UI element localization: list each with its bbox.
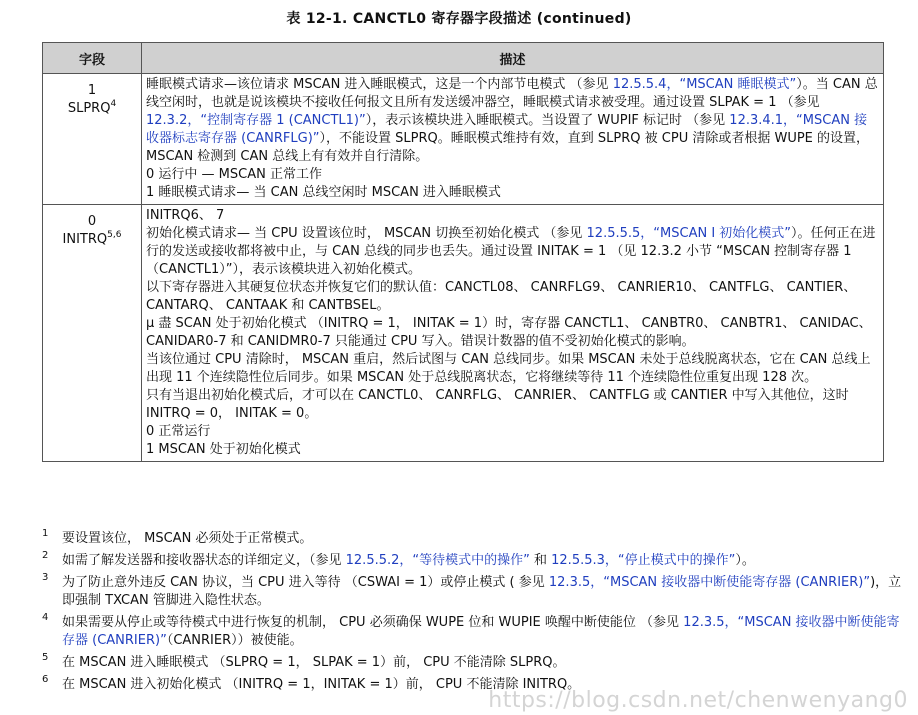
text-run: 初始化模式请求— 当 CPU 设置该位时， MSCAN 切换至初始化模式 （参见 bbox=[146, 226, 587, 241]
footnote-number: 6 bbox=[42, 674, 49, 685]
field-cell bbox=[43, 205, 142, 462]
text-run: （CANRIER））被使能。 bbox=[166, 633, 303, 648]
text-run: 如果需要从停止或等待模式中进行恢复的机制， CPU 必须确保 WUPE 位和 WUPIE 唤醒中断使能位 （参见 bbox=[62, 615, 684, 630]
field-name: INITRQ bbox=[62, 232, 108, 247]
description-paragraph bbox=[146, 207, 879, 225]
text-run: 只有当退出初始化模式后，才可以在 CANCTL0、 CANRFLG、 CANRIER、 CANTFLG 或 CANTIER 中写入其他位，这时 INITRQ = 0， INITAK = 0。 bbox=[146, 388, 849, 421]
footnote bbox=[42, 676, 902, 694]
description-paragraph bbox=[146, 166, 879, 184]
text-run: 在 MSCAN 进入初始化模式 （INITRQ = 1，INITAK = 1）前， CPU 不能清除 INITRQ。 bbox=[62, 677, 581, 692]
description-paragraph bbox=[146, 225, 879, 279]
text-run: INITRQ6、 7 bbox=[146, 208, 225, 223]
description-cell bbox=[142, 205, 884, 462]
description-paragraphs bbox=[146, 207, 879, 459]
text-run: ），表示该模块进入睡眠模式。当设置了 WUPIF 标记时 （参见 bbox=[365, 113, 730, 128]
description-paragraph bbox=[146, 279, 879, 315]
text-run: 要设置该位， MSCAN 必须处于正常模式。 bbox=[62, 531, 313, 546]
header-field: 字段 bbox=[43, 43, 142, 74]
footnote bbox=[42, 574, 902, 610]
footnote-number: 5 bbox=[42, 652, 49, 663]
cross-reference-link[interactable]: 12.5.5.2，“等待模式中的操作” bbox=[345, 553, 530, 568]
cross-reference-link[interactable]: 12.3.4.1，“MSCAN 接收器标志寄存器 (CANRFLG)” bbox=[146, 113, 868, 146]
text-run: 当该位通过 CPU 清除时， MSCAN 重启，然后试图与 CAN 总线同步。如果 MSCAN 未处于总线脱离状态，它在 CAN 总线上出现 11 个连续隐性位后同步。如果 MSCAN 处于总线脱离状态，它将继续等待 11 个连续隐性位重复出现 128 次。 bbox=[146, 352, 871, 385]
cross-reference-link[interactable]: 12.5.5.3，“停止模式中的操作” bbox=[551, 553, 736, 568]
description-paragraph bbox=[146, 423, 879, 441]
text-run: ）。 bbox=[735, 553, 755, 568]
table-row-initrq bbox=[43, 205, 884, 462]
field-footnote-ref: 4 bbox=[110, 98, 117, 109]
footnote-number: 2 bbox=[42, 550, 49, 561]
description-paragraph bbox=[146, 184, 879, 202]
register-field-table bbox=[42, 42, 884, 462]
table-header-row bbox=[43, 43, 884, 74]
text-run: 1 睡眠模式请求— 当 CAN 总线空闲时 MSCAN 进入睡眠模式 bbox=[146, 185, 501, 200]
header-description: 描述 bbox=[142, 43, 884, 74]
text-run: 1 MSCAN 处于初始化模式 bbox=[146, 442, 301, 457]
text-run: 和 bbox=[529, 553, 552, 568]
footnote bbox=[42, 552, 902, 570]
text-run: 为了防止意外违反 CAN 协议，当 CPU 进入等待 （CSWAI = 1）或停止模式 ( 参见 bbox=[62, 575, 549, 590]
cross-reference-link[interactable]: 12.5.5.5，“MSCAN I 初始化模式” bbox=[586, 226, 792, 241]
footnotes bbox=[42, 530, 902, 698]
description-paragraph bbox=[146, 387, 879, 423]
footnote bbox=[42, 530, 902, 548]
field-name: SLPRQ bbox=[67, 101, 111, 116]
watermark: https://blog.csdn.net/chenwenyang0 bbox=[488, 688, 908, 713]
footnote bbox=[42, 614, 902, 650]
cross-reference-link[interactable]: 12.3.2，“控制寄存器 1 (CANCTL1)” bbox=[146, 113, 366, 128]
footnote bbox=[42, 654, 902, 672]
description-paragraph bbox=[146, 76, 879, 166]
field-cell bbox=[43, 74, 142, 205]
text-run: )，立即强制 TXCAN 管脚进入隐性状态。 bbox=[62, 575, 902, 608]
description-paragraph bbox=[146, 441, 879, 459]
text-run: 以下寄存器进入其硬复位状态并恢复它们的默认值：CANCTL08、 CANRFLG9、 CANRIER10、 CANTFLG、 CANTIER、 CANTARQ、 CANTAAK 和 CANTBSEL。 bbox=[146, 280, 857, 313]
text-run: 睡眠模式请求—该位请求 MSCAN 进入睡眠模式，这是一个内部节电模式 （参见 bbox=[146, 77, 613, 92]
cross-reference-link[interactable]: 12.3.5，“MSCAN 接收器中断使能寄存器 (CANRIER)” bbox=[62, 615, 900, 648]
footnote-number: 1 bbox=[42, 528, 49, 539]
footnote-number: 4 bbox=[42, 612, 49, 623]
field-footnote-ref: 5,6 bbox=[107, 229, 122, 240]
text-run: ），不能设置 SLPRQ。睡眠模式维持有效，直到 SLPRQ 被 CPU 清除或者根据 WUPE 的设置， MSCAN 检测到 CAN 总线上有有效并自行清除。 bbox=[146, 131, 870, 164]
text-run: ）。任何正在进行的发送或接收都将被中止，与 CAN 总线的同步也丢失。通过设置 INITAK = 1 （见 12.3.2 小节 “MSCAN 控制寄存器 1 （CANCTL1）”），表示该模块进入初始化模式。 bbox=[146, 226, 876, 277]
description-cell bbox=[142, 74, 884, 205]
table-row-slprq bbox=[43, 74, 884, 205]
text-run: 在 MSCAN 进入睡眠模式 （SLPRQ = 1， SLPAK = 1）前， CPU 不能清除 SLPRQ。 bbox=[62, 655, 566, 670]
field-bit: 1 bbox=[87, 83, 97, 98]
description-paragraphs bbox=[146, 76, 879, 202]
text-run: 0 运行中 — MSCAN 正常工作 bbox=[146, 167, 322, 182]
table-title: 表 12-1. CANCTL0 寄存器字段描述 (continued) bbox=[286, 11, 632, 27]
cross-reference-link[interactable]: 12.5.5.4，“MSCAN 睡眠模式” bbox=[612, 77, 797, 92]
text-run: 如需了解发送器和接收器状态的详细定义，（参见 bbox=[62, 553, 346, 568]
text-run: ）。当 CAN 总线空闲时，也就是说该模块不接收任何报文且所有发送缓冲器空，睡眠模式请求被受理。通过设置 SLPAK = 1 （参见 bbox=[146, 77, 878, 110]
field-bit: 0 bbox=[87, 214, 97, 229]
text-run: 0 正常运行 bbox=[146, 424, 211, 439]
description-paragraph bbox=[146, 351, 879, 387]
description-paragraph bbox=[146, 315, 879, 351]
footnote-number: 3 bbox=[42, 572, 49, 583]
cross-reference-link[interactable]: 12.3.5，“MSCAN 接收器中断使能寄存器 (CANRIER)” bbox=[548, 575, 871, 590]
text-run: μ 盡 SCAN 处于初始化模式 （INITRQ = 1， INITAK = 1）时，寄存器 CANCTL1、 CANBTR0、 CANBTR1、 CANIDAC、 CANIDAR0-7 和 CANIDMR0-7 只能通过 CPU 写入。错误计数器的值不受初始化模式的影响。 bbox=[146, 316, 872, 349]
